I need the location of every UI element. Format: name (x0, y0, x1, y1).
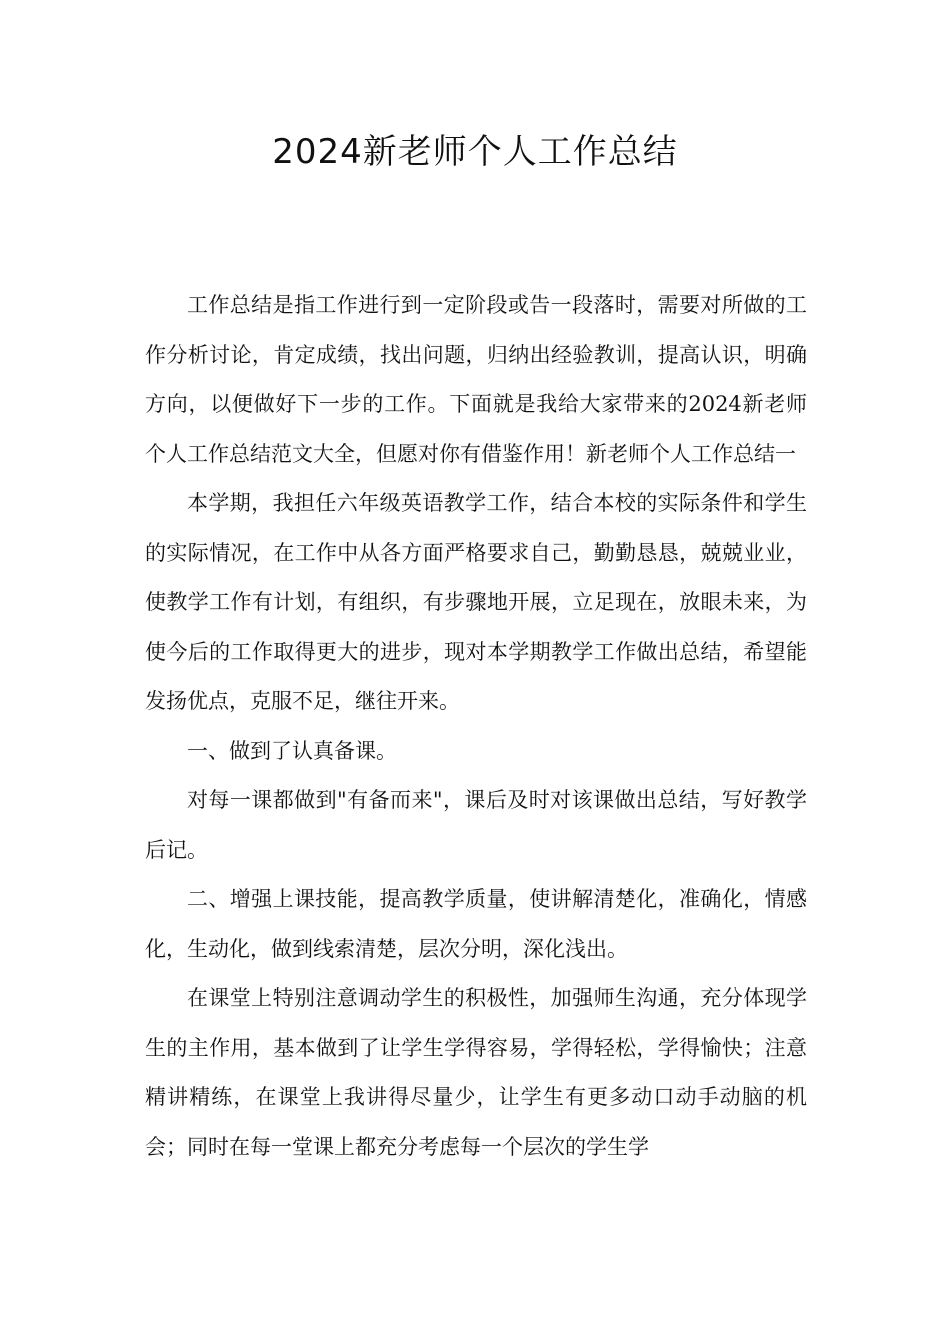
section-heading-lesson-prep: 一、做到了认真备课。 (187, 738, 397, 763)
paragraph-intro: 工作总结是指工作进行到一定阶段或告一段落时，需要对所做的工作分析讨论，肯定成绩，找出问题，归纳出经验教训，提高认识，明确方向，以便做好下一步的工作。下面就是我给大家带来的2024新老师个人工作总结范文大全，但愿对你有借鉴作用！新老师个人工作总结一 (145, 293, 807, 466)
document-body (145, 281, 807, 1172)
document-title: 2024新老师个人工作总结 (272, 132, 678, 172)
paragraph-semester: 本学期，我担任六年级英语教学工作，结合本校的实际条件和学生的实际情况，在工作中从各方面严格要求自己，勤勤恳恳，兢兢业业，使教学工作有计划，有组织，有步骤地开展，立足现在，放眼未来，为使今后的工作取得更大的进步，现对本学期教学工作做出总结，希望能发扬优点，克服不足，继往开来。 (145, 491, 807, 713)
section-heading-teaching-skills: 二、增强上课技能，提高教学质量，使讲解清楚化，准确化，情感化，生动化，做到线索清楚，层次分明，深化浅出。 (145, 887, 807, 961)
paragraph-classroom: 在课堂上特别注意调动学生的积极性，加强师生沟通，充分体现学生的主作用，基本做到了让学生学得容易，学得轻松，学得愉快；注意精讲精练，在课堂上我讲得尽量少，让学生有更多动口动手动脑的机会；同时在每一堂课上都充分考虑每一个层次的学生学 (145, 986, 807, 1159)
paragraph-lesson-prep: 对每一课都做到"有备而来"，课后及时对该课做出总结，写好教学后记。 (145, 788, 807, 862)
